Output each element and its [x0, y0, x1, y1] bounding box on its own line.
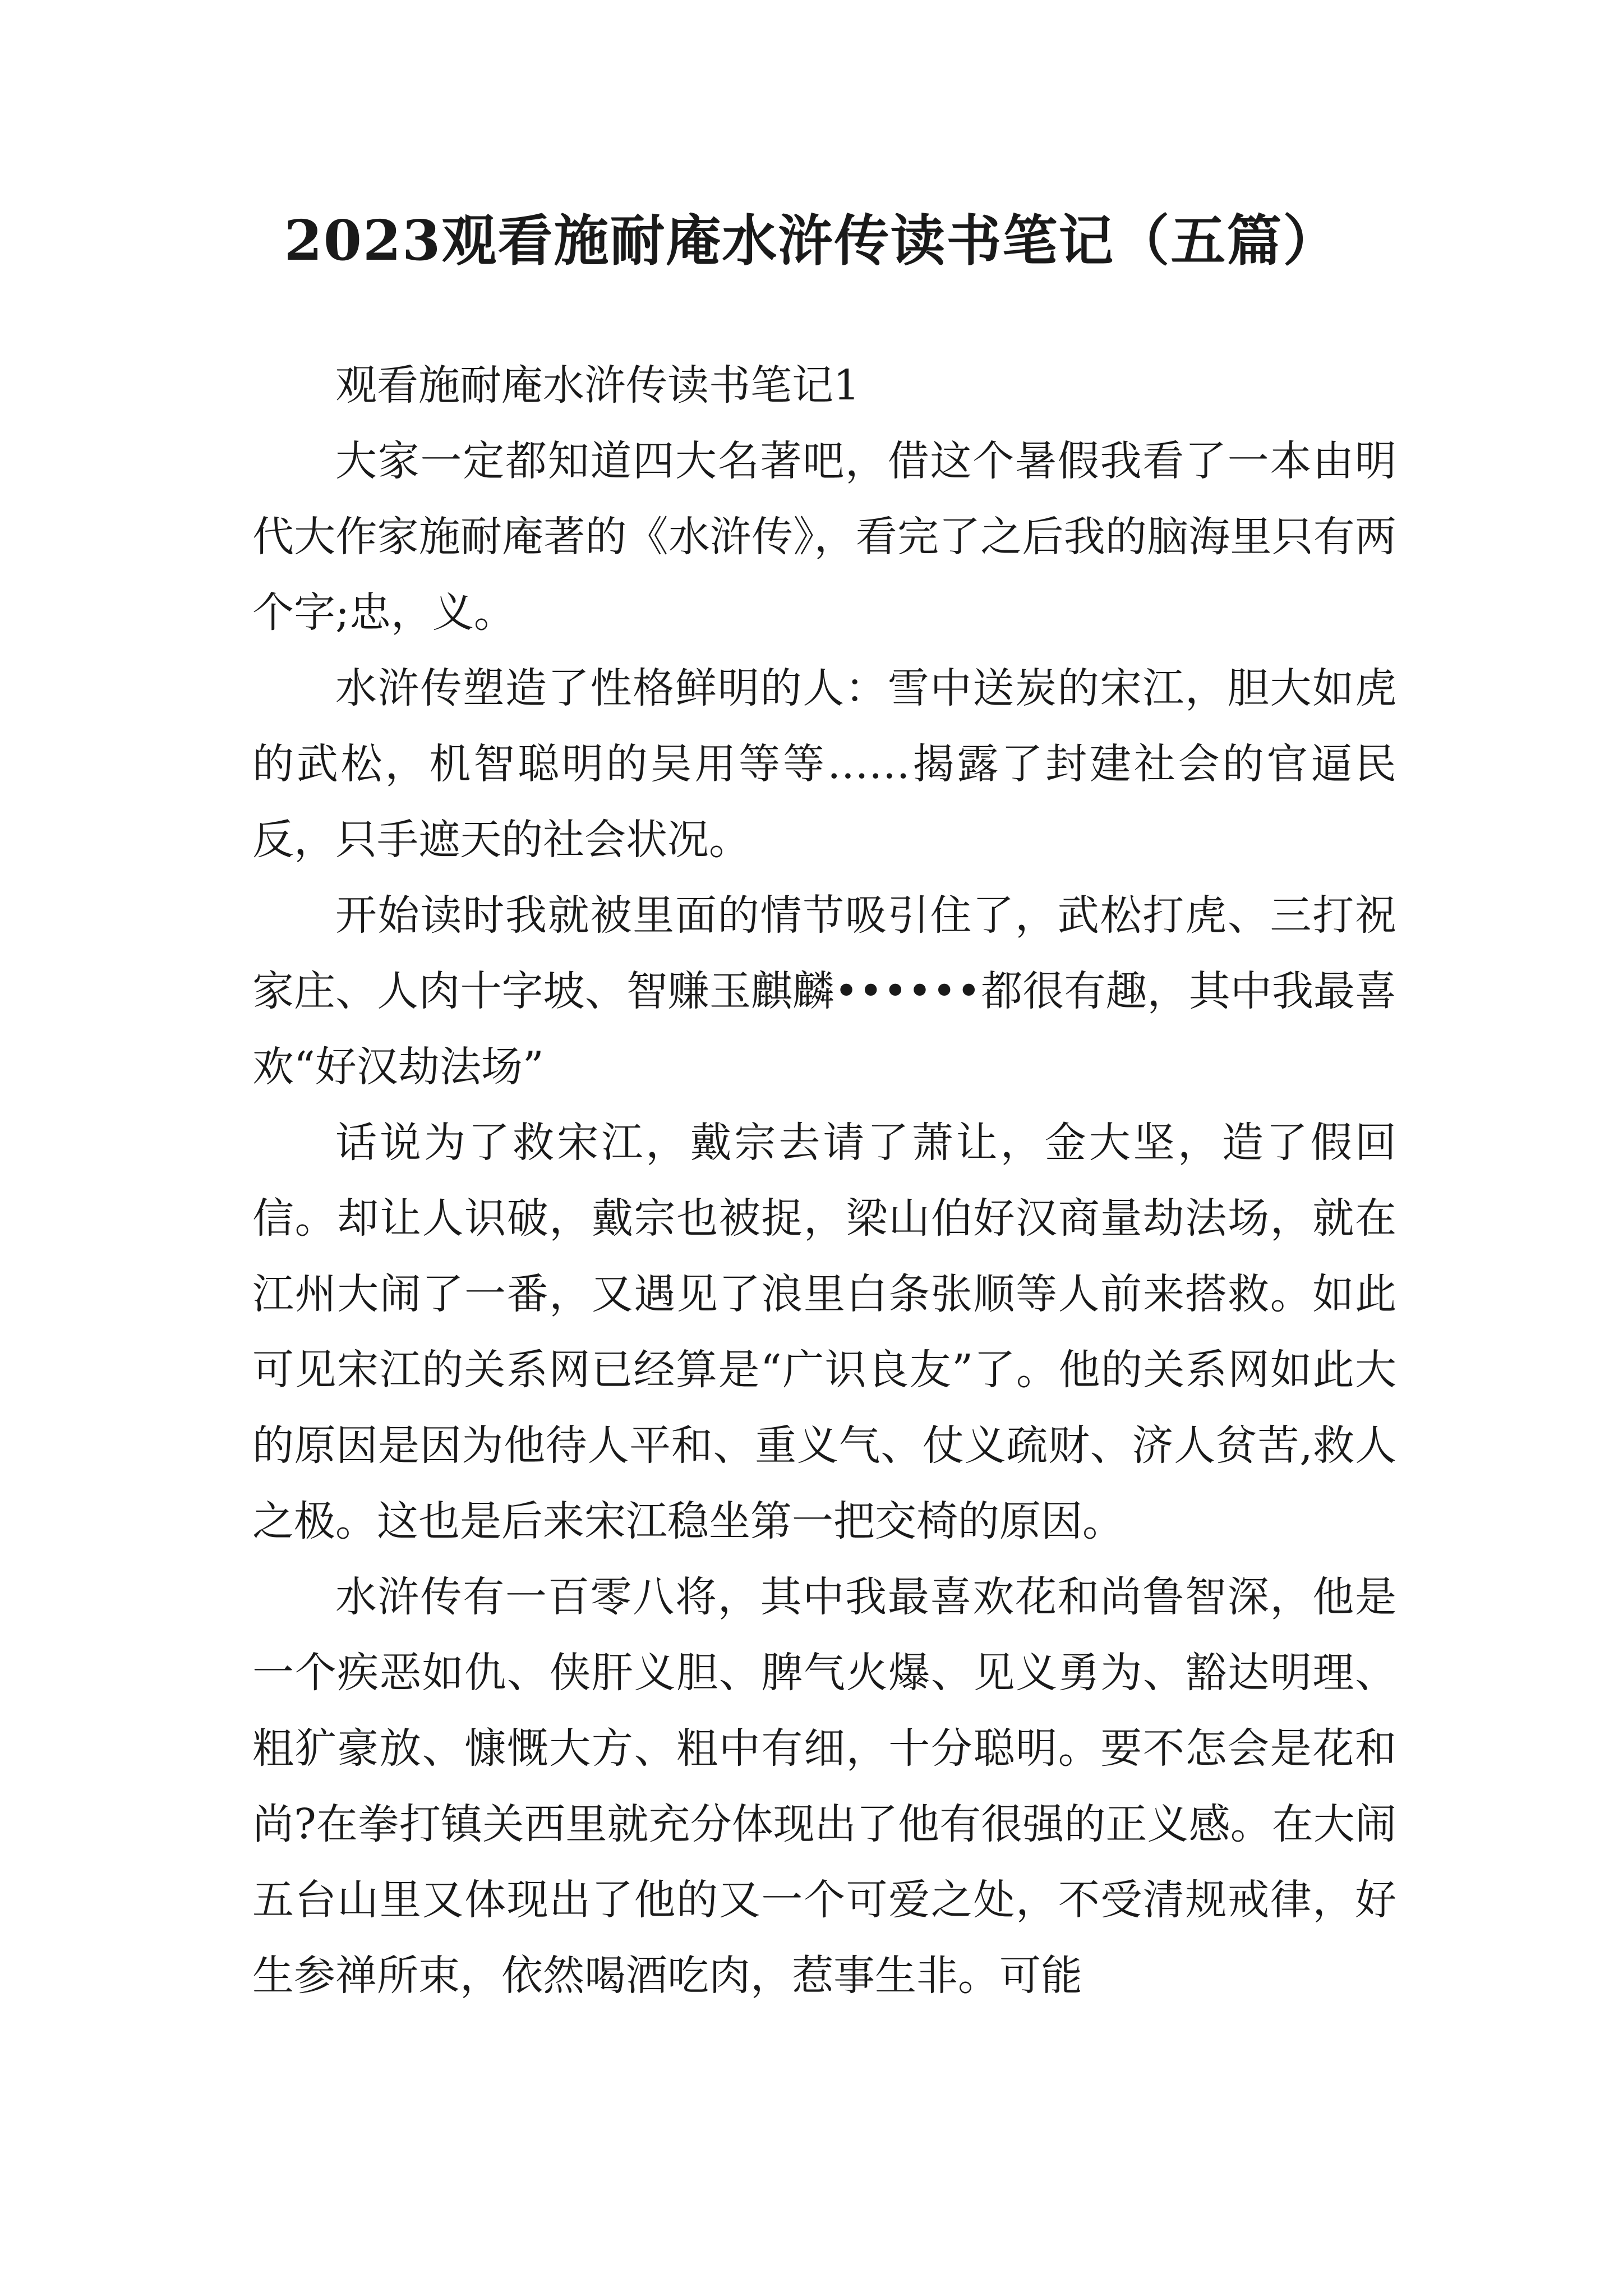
paragraph: 水浒传有一百零八将，其中我最喜欢花和尚鲁智深，他是一个疾恶如仇、侠肝义胆、脾气火爆、见义勇为、豁达明理、粗犷豪放、慷慨大方、粗中有细，十分聪明。要不怎会是花和尚?在拳打镇关西里就充分体现出了他有很强的正义感。在大闹五台山里又体现出了他的又一个可爱之处，不受清规戒律，好生参禅所束，依然喝酒吃肉，惹事生非。可能	[252, 1573, 1396, 2000]
paragraph: 大家一定都知道四大名著吧，借这个暑假我看了一本由明代大作家施耐庵著的《水浒传》，看完了之后我的脑海里只有两个字;忠，义。	[252, 437, 1396, 637]
document-title: 2023观看施耐庵水浒传读书笔记（五篇）	[284, 209, 1339, 273]
paragraph: 话说为了救宋江，戴宗去请了萧让，金大坚，造了假回信。却让人识破，戴宗也被捉，梁山伯好汉商量劫法场，就在江州大闹了一番，又遇见了浪里白条张顺等人前来搭救。如此可见宋江的关系网已经算是“广识良友”了。他的关系网如此大的原因是因为他待人平和、重义气、仗义疏财、济人贫苦,救人之极。这也是后来宋江稳坐第一把交椅的原因。	[252, 1119, 1396, 1545]
section-heading: 观看施耐庵水浒传读书笔记1	[335, 361, 860, 409]
document-body	[252, 348, 1396, 2014]
paragraph: 水浒传塑造了性格鲜明的人：雪中送炭的宋江，胆大如虎的武松，机智聪明的吴用等等……揭露了封建社会的官逼民反，只手遮天的社会状况。	[252, 664, 1396, 864]
paragraph: 开始读时我就被里面的情节吸引住了，武松打虎、三打祝家庄、人肉十字坡、智赚玉麒麟••••••都很有趣，其中我最喜欢“好汉劫法场”	[252, 891, 1396, 1091]
